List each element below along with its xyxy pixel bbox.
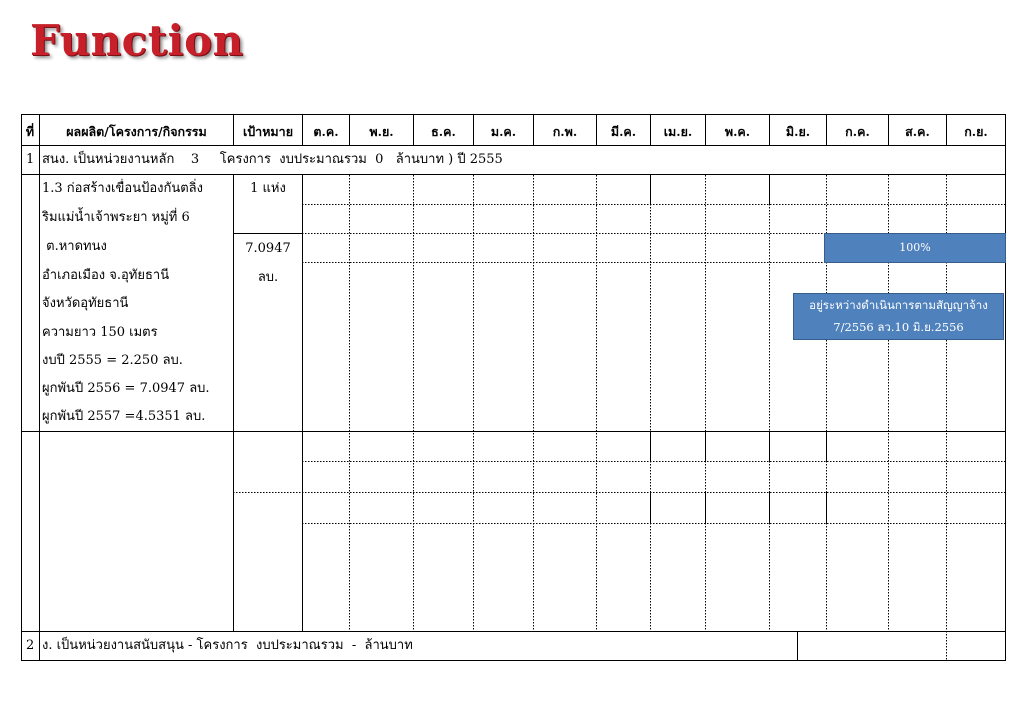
header-month-mar: มี.ค. [610, 124, 637, 139]
activity-line: ต.หาดทนง [42, 239, 107, 254]
target-quantity: 1 แห่ง [250, 181, 286, 196]
header-month-jun: มิ.ย. [785, 124, 811, 139]
activity-line: จังหวัดอุทัยธานี [42, 296, 129, 311]
header-month-jan: ม.ค. [490, 124, 517, 139]
page-title: Function [30, 16, 244, 65]
activity-line: ผูกพันปี 2556 = 7.0947 ลบ. [42, 381, 210, 396]
activity-line: ริมแม่น้ำเจ้าพระยา หมู่ที่ 6 [42, 210, 190, 225]
header-target: เป้าหมาย [242, 124, 294, 139]
header-month-nov: พ.ย. [369, 124, 394, 139]
section2-label: ง. เป็นหน่วยงานสนับสนุน - โครงการ งบประมาณรวม - ล้านบาท [42, 638, 413, 653]
header-month-sep: ก.ย. [964, 124, 988, 139]
activity-line: งบปี 2555 = 2.250 ลบ. [42, 353, 183, 368]
activity-line: อำเภอเมือง จ.อุทัยธานี [42, 268, 170, 283]
status-note-line2: 7/2556 ลว.10 มิ.ย.2556 [833, 320, 964, 334]
target-budget: 7.0947 [245, 241, 291, 256]
activity-line: ความยาว 150 เมตร [42, 325, 158, 340]
section1-label: สนง. เป็นหน่วยงานหลัก 3 โครงการ งบประมาณรวม 0 ล้านบาท ) ปี 2555 [42, 152, 503, 167]
header-month-may: พ.ค. [724, 124, 751, 139]
header-month-feb: ก.พ. [552, 124, 578, 139]
section2-no: 2 [26, 638, 35, 653]
target-unit: ลบ. [257, 270, 279, 285]
header-output: ผลผลิต/โครงการ/กิจกรรม [66, 124, 207, 139]
header-no: ที่ [25, 124, 35, 139]
header-month-jul: ก.ค. [845, 124, 870, 139]
header-month-oct: ต.ค. [313, 124, 339, 139]
status-note [793, 293, 1004, 340]
activity-line: ผูกพันปี 2557 =4.5351 ลบ. [42, 409, 206, 424]
header-month-apr: เม.ย. [663, 124, 693, 139]
section1-no: 1 [26, 152, 35, 167]
header-month-dec: ธ.ค. [431, 124, 456, 139]
progress-bar: 100% [824, 233, 1006, 263]
header-month-aug: ส.ค. [905, 124, 930, 139]
status-note-line1: อยู่ระหว่างดำเนินการตามสัญญาจ้าง [809, 298, 988, 312]
activity-line: 1.3 ก่อสร้างเขื่อนป้องกันตลิ่ง [42, 181, 203, 196]
